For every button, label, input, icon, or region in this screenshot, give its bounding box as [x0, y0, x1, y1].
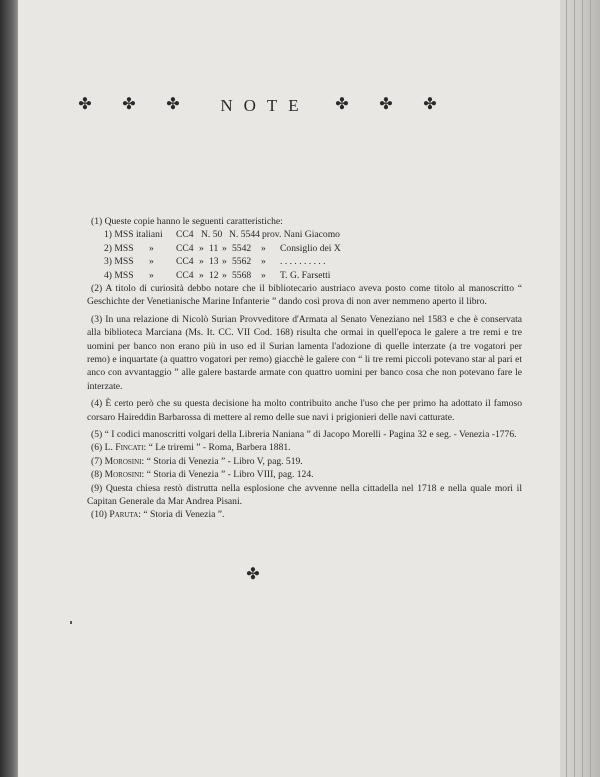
fleuron-ornament-icon: ✤ — [246, 566, 260, 583]
author-name: Morosini — [104, 469, 142, 481]
fleuron-ornament-icon: ✤ — [122, 96, 136, 113]
author-name: Paruta — [109, 509, 139, 521]
fleuron-ornament-icon: ✤ — [335, 96, 349, 113]
manuscript-row: 4) MSS » CC4 » 12 » 5568 » T. G. Farsetti — [104, 269, 331, 281]
fleuron-ornament-icon: ✤ — [166, 96, 180, 113]
note-4: (4) È certo però che su questa decisione ha molto contribuito anche l'uso che per primo ha adottato il famoso corsaro Haireddin Barbarossa di mettere al remo delle sue navi i prigionieri delle navi catturate. — [87, 398, 522, 423]
manuscript-row: 3) MSS » CC4 » 13 » 5562 » . . . . . . . . . . — [104, 256, 326, 268]
page-title: NOTE — [220, 96, 310, 115]
manuscript-row: 1) MSS italiani CC4 N. 50 N. 5544 prov. Nani Giacomo — [104, 229, 340, 241]
note-5: (5) “ I codici manoscritti volgari della Libreria Naniana ” di Jacopo Morelli - Pagina 32 e seg. - Venezia -1776. — [91, 429, 517, 441]
note-3: (3) In una relazione di Nicolò Surian Provveditore d'Armata al Senato Veneziano nel 1583 e che è conservata alla biblioteca Marciana (Ms. It. CC. VII Cod. 168) risulta che ormai in quell'epoca le galere a tre remi e tre uomini per banco non erano più in uso ed il Surian lamenta l'adozione di quelle interzate (a tre vogatori per remo) e inquartate (a quattro vogatori per remo) giacchè le galere con “ li tre remi piccoli potevano star al pari et anco con avvantaggio ” alle galere bastarde armate con quattro uomini per banco cosa che non potevano fare le interzate. — [87, 313, 522, 392]
manuscript-list — [104, 228, 522, 282]
fleuron-ornament-icon: ✤ — [379, 96, 393, 113]
paper-speck — [70, 621, 72, 624]
note-2: (2) A titolo di curiosità debbo notare che il bibliotecario austriaco aveva posto come titolo al manoscritto “ Geschichte der Venetianische Marine Infanterie ” dando così prova di non aver nemmeno aperto il libro. — [87, 282, 522, 308]
manuscript-row: 2) MSS » CC4 » 11 » 5542 » Consiglio dei X — [104, 242, 341, 254]
fleuron-ornament-icon: ✤ — [78, 96, 92, 113]
note-1-intro: (1) Queste copie hanno le seguenti caratteristiche: — [91, 216, 283, 227]
note-6: (6) L. Fincati: “ Le triremi ” - Roma, Barbera 1881. — [91, 442, 291, 454]
note-9: (9) Questa chiesa restò distrutta nella esplosione che avvenne nella cittadella nel 1718 e nella quale morì il Capitan Generale da Mar Andrea Pisani. — [87, 482, 522, 508]
notes-heading — [0, 96, 600, 120]
notes-body — [87, 215, 522, 522]
fleuron-ornament-icon: ✤ — [423, 96, 437, 113]
author-name: Morosini — [104, 455, 142, 467]
note-8: (8) Morosini: “ Storia di Venezia ” - Libro VIII, pag. 124. — [91, 469, 314, 481]
note-10: (10) Paruta: “ Storia di Venezia ”. — [91, 509, 225, 521]
note-7: (7) Morosini: “ Storia di Venezia ” - Libro V, pag. 519. — [91, 455, 303, 467]
author-name: L. Fincati — [104, 442, 144, 454]
